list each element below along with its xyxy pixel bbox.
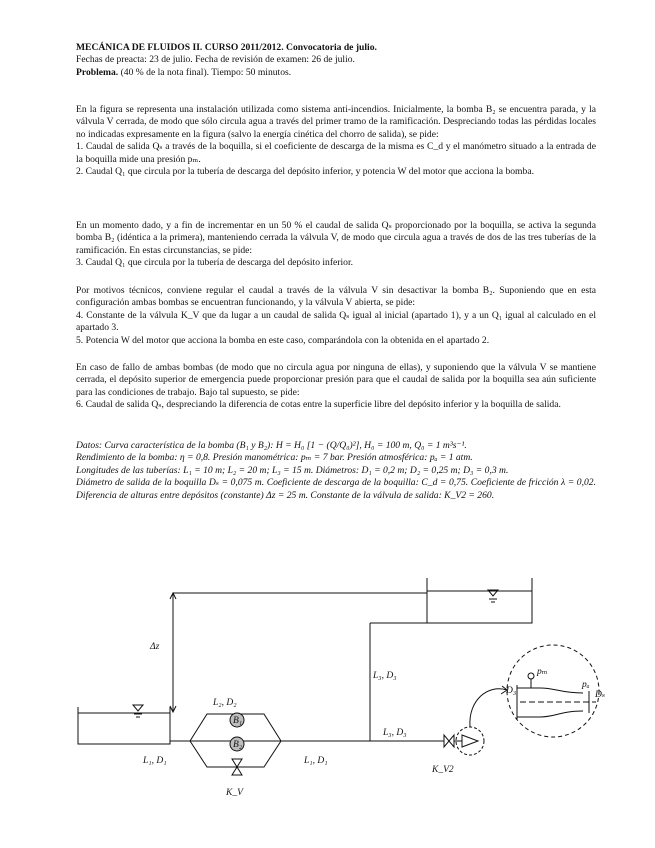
label-ds: Dₛ: [595, 690, 606, 700]
data-line-lengths: Longitudes de las tuberías: L₁ = 10 m; L₂ = 20 m; L₃ = 15 m. Diámetros: D₁ = 0,2 m; D₂ = 0,25 m; D₃ = 0,3 m.: [76, 464, 509, 476]
section-1-intro: En la figura se representa una instalación utilizada como sistema anti-incendios. Inicialmente, la bomba B₂ se encuentra parada, y la válvula V cerrada, de modo que sólo circula agua a través del primer tramo de la ramificación. Despreciando todas las pérdidas locales no indicadas expresamente en la figura (salvo la energía cinética del chorro de salida), se pide:: [76, 104, 596, 140]
question-2: 2. Caudal Q₁ que circula por la tubería de descarga del depósito inferior, y potencia W del motor que acciona la bomba.: [76, 166, 534, 178]
exam-dates: Fechas de preacta: 23 de julio. Fecha de revisión de examen: 26 de julio.: [76, 54, 355, 66]
label-l1d1-right: L₁, D₁: [304, 756, 328, 766]
section-3-intro: Por motivos técnicos, conviene regular el caudal a través de la válvula V sin desactivar la bomba B₂. Suponiendo que en esta configuración ambas bombas se encuentran funcionando, y la válvula V abierta, se pide:: [76, 285, 596, 309]
detail-arrow: [470, 689, 507, 727]
question-6: 6. Caudal de salida Qₛ, despreciando la diferencia de cotas entre la superficie libre del depósito inferior y la boquilla de salida.: [76, 399, 561, 411]
data-line-efficiency: Rendimiento de la bomba: η = 0,8. Presión manométrica: pₘ = 7 bar. Presión atmosférica: pₐ = 1 atm.: [76, 452, 473, 464]
problem-label: Problema.: [76, 66, 119, 78]
label-d3: D₃: [506, 686, 517, 696]
section-2-intro: En un momento dado, y a fin de incrementar en un 50 % el caudal de salida Qₛ proporcionado por la boquilla, se activa la segunda bomba B₂ (idéntica a la primera), manteniendo cerrada la válvula V, de modo que circula agua a través de dos de las tres tuberías de la ramificación. En estas circunstancias, se pide:: [76, 220, 596, 256]
question-3: 3. Caudal Q₁ que circula por la tubería de descarga del depósito inferior.: [76, 257, 354, 269]
section-2: [76, 220, 596, 270]
label-l2d2: L₂, D₂: [213, 698, 237, 708]
lower-tank-surface-marker: [133, 705, 143, 711]
section-4-intro: En caso de fallo de ambas bombas (de modo que no circula agua por ninguna de ellas), y suponiendo que la válvula V se mantiene cerrada, el depósito superior de emergencia puede proporcionar presión para que el caudal de salida por la boquilla sea aún suficiente para las condiciones de trabajo. Bajo tal supuesto, se pide:: [76, 362, 596, 398]
installation-diagram: [0, 560, 655, 848]
label-pa: pₐ: [582, 680, 590, 690]
question-1: 1. Caudal de salida Qₛ a través de la boquilla, si el coeficiente de descarga de la misma es C_d y el manómetro situado a la entrada de la boquilla mide una presión pₘ.: [76, 141, 596, 165]
nozzle-detail-upper: [517, 688, 583, 693]
data-block: [76, 440, 596, 502]
label-pm: pₘ: [537, 667, 548, 677]
question-5: 5. Potencia W del motor que acciona la bomba en este caso, comparándola con la obtenida en el apartado 2.: [76, 334, 490, 346]
section-3: [76, 285, 596, 347]
label-l1d1-left: L₁, D₁: [143, 756, 167, 766]
problem-info-line: [76, 67, 596, 79]
exam-title: MECÁNICA DE FLUIDOS II. CURSO 2011/2012. Convocatoria de julio.: [76, 42, 377, 53]
manometer: [528, 673, 534, 679]
upper-tank: [427, 578, 532, 623]
label-l3d3-horizontal: L₃, D₃: [383, 728, 407, 738]
label-b1: B₁: [233, 716, 243, 726]
label-kv2: K_V2: [432, 765, 454, 775]
label-kv: K_V: [226, 788, 243, 798]
exam-header: [76, 42, 596, 79]
nozzle: [462, 735, 478, 747]
zoom-circle: [507, 645, 599, 737]
section-1: [76, 104, 596, 178]
section-4: [76, 362, 596, 412]
nozzle-detail-lower: [517, 711, 583, 717]
problem-info: (40 % de la nota final). Tiempo: 50 minutos.: [120, 66, 292, 78]
label-delta-z: Δz: [150, 642, 160, 652]
data-line-pump-curve: Datos: Curva característica de la bomba (B₁ y B₂): H = H₀ [1 − (Q/Q₀)²], H₀ = 100 m, Q₀ = 1 m³s⁻¹.: [76, 440, 467, 451]
question-4: 4. Constante de la válvula K_V que da lugar a un caudal de salida Qₛ igual al inicial (apartado 1), y a un Q₁ igual al calculado en el apartado 3.: [76, 309, 596, 334]
data-line-diameters: Diámetro de salida de la boquilla Dₛ = 0,075 m. Coeficiente de descarga de la boquilla: C_d = 0,75. Coeficiente de fricción λ = 0,02. Diferencia de alturas entre depósitos (constante) Δz = 25 m. Constante de la válvula de salida: K_V2 = 260.: [76, 477, 596, 501]
valve-kv2: [444, 735, 454, 747]
label-l3d3-vertical: L₃, D₃: [373, 671, 397, 681]
label-b2: B₂: [233, 740, 243, 750]
